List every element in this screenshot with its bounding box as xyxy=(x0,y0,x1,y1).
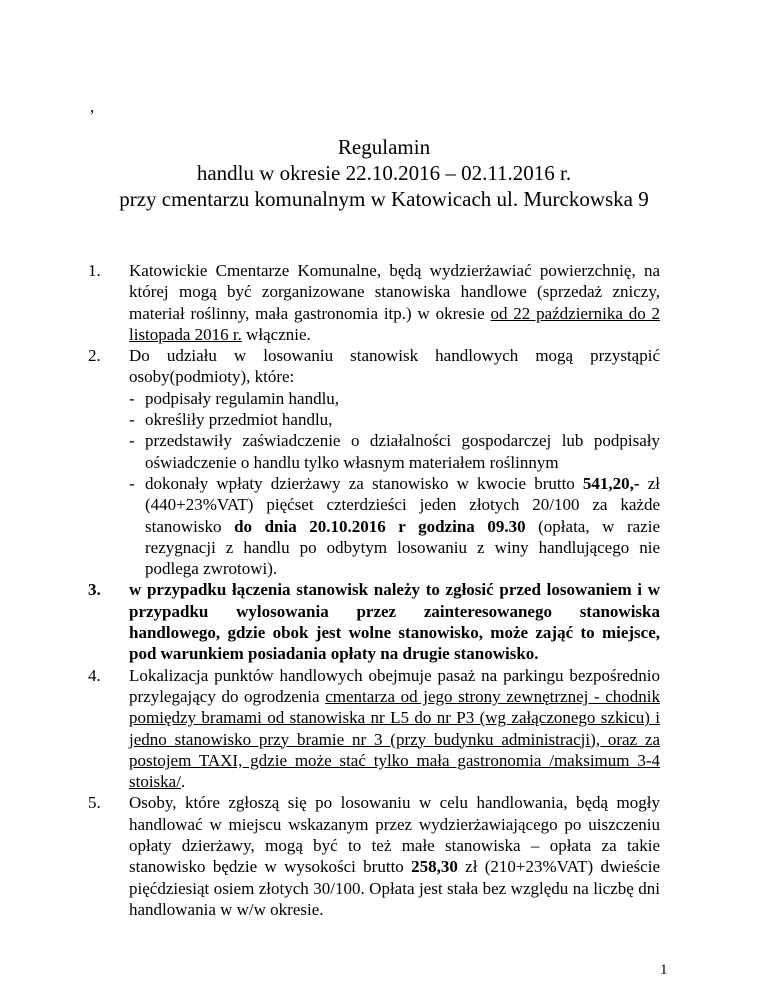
rule-text: w przypadku łączenia stanowisk należy to zgłosić przed losowaniem i w przypadku wylosowania przez zainteresowanego stanowiska handlowego, gdzie obok jest wolne stanowisko, może zająć to miejsce, pod warunkiem posiadania opłaty na drugie stanowisko. xyxy=(129,580,660,664)
list-dash: - xyxy=(129,388,135,408)
rule-number: 2. xyxy=(88,346,101,366)
rule-text: Osoby, które zgłoszą się po losowaniu w celu handlowania, będą mogły handlować w miejscu wskazanym przez wydzierżawiającego po uiszczeniu opłaty dzierżawy, mogą być to też małe stanowiska – opłata za takie stanowisko będzie w wysokości brutto 258,30 zł (210+23%VAT) dwieście pięćdziesiąt osiem złotych 30/100. Opłata jest stała bez względu na liczbę dni handlowania w w/w okresie. xyxy=(129,793,660,919)
condition-item: - przedstawiły zaświadczenie o działalności gospodarczej lub podpisały oświadczenie o handlu tylko własnym materiałem roślinnym xyxy=(129,431,660,472)
date-range-underlined: od 22 października do 2 listopada 2016 r. xyxy=(129,303,661,344)
rule-number: 3. xyxy=(88,580,101,600)
fee-amount: 258,30 xyxy=(411,857,458,877)
location-underlined: cmentarza od jego strony zewnętrznej - chodnik pomiędzy bramami od stanowiska nr L5 do nr P3 (wg załączonego szkicu) i jedno stanowisko przy bramie nr 3 (przy budynku administracji), oraz za postojem TAXI, gdzie może stać tylko mała gastronomia /maksimum 3-4 stoiska/ xyxy=(129,686,660,792)
list-dash: - xyxy=(129,431,135,451)
stray-mark: , xyxy=(90,97,95,116)
rule-text: Lokalizacja punktów handlowych obejmuje pasaż na parkingu bezpośrednio przylegający do ogrodzenia cmentarza od jego strony zewnętrznej - chodnik pomiędzy bramami od stanowiska nr L5 do nr P3 (wg załączonego szkicu) i jedno stanowisko przy bramie nr 3 (przy budynku administracji), oraz za postojem TAXI, gdzie może stać tylko mała gastronomia /maksimum 3-4 stoiska/. xyxy=(129,665,660,792)
fee-amount: 541,20,- xyxy=(582,473,640,493)
list-dash: - xyxy=(129,473,135,493)
page-number: 1 xyxy=(660,962,668,978)
rule-item-3 xyxy=(88,579,660,664)
rules-list xyxy=(88,260,660,920)
condition-item: - określiły przedmiot handlu, xyxy=(129,410,333,430)
rule-intro: Do udziału w losowaniu stanowisk handlowych mogą przystąpić osoby(podmioty), które: xyxy=(129,346,660,387)
rule-text: Katowickie Cmentarze Komunalne, będą wydzierżawiać powierzchnię, na której mogą być zorganizowane stanowiska handlowe (sprzedaż zniczy, materiał roślinny, mała gastronomia itp.) w okresie od 22 października do 2 listopada 2016 r. włącznie. xyxy=(129,261,661,344)
document-title: Regulamin xyxy=(337,135,431,159)
rule-text xyxy=(129,345,660,579)
payment-deadline: do dnia 20.10.2016 r godzina 09.30 xyxy=(234,516,526,536)
rule-item-5 xyxy=(88,792,660,920)
rule-item-2 xyxy=(88,345,660,579)
document-subtitle-period: handlu w okresie 22.10.2016 – 02.11.2016 r. xyxy=(196,161,572,185)
rule-item-1 xyxy=(88,260,660,345)
condition-item: - podpisały regulamin handlu, xyxy=(129,388,340,408)
list-dash: - xyxy=(129,410,135,430)
rule-number: 1. xyxy=(88,261,101,280)
rule-number: 5. xyxy=(88,793,101,813)
condition-item: - dokonały wpłaty dzierżawy za stanowisko w kwocie brutto 541,20,- zł (440+23%VAT) pięćset czterdzieści jeden złotych 20/100 za każde stanowisko do dnia 20.10.2016 r godzina 09.30 (opłata, w razie rezygnacji z handlu po odbytym losowaniu z winy handlującego nie podlega zwrotowi). xyxy=(129,473,661,579)
document-subtitle-location: przy cmentarzu komunalnym w Katowicach ul. Murckowska 9 xyxy=(119,187,649,211)
rule-item-4 xyxy=(88,665,660,793)
rule-number: 4. xyxy=(88,665,101,685)
